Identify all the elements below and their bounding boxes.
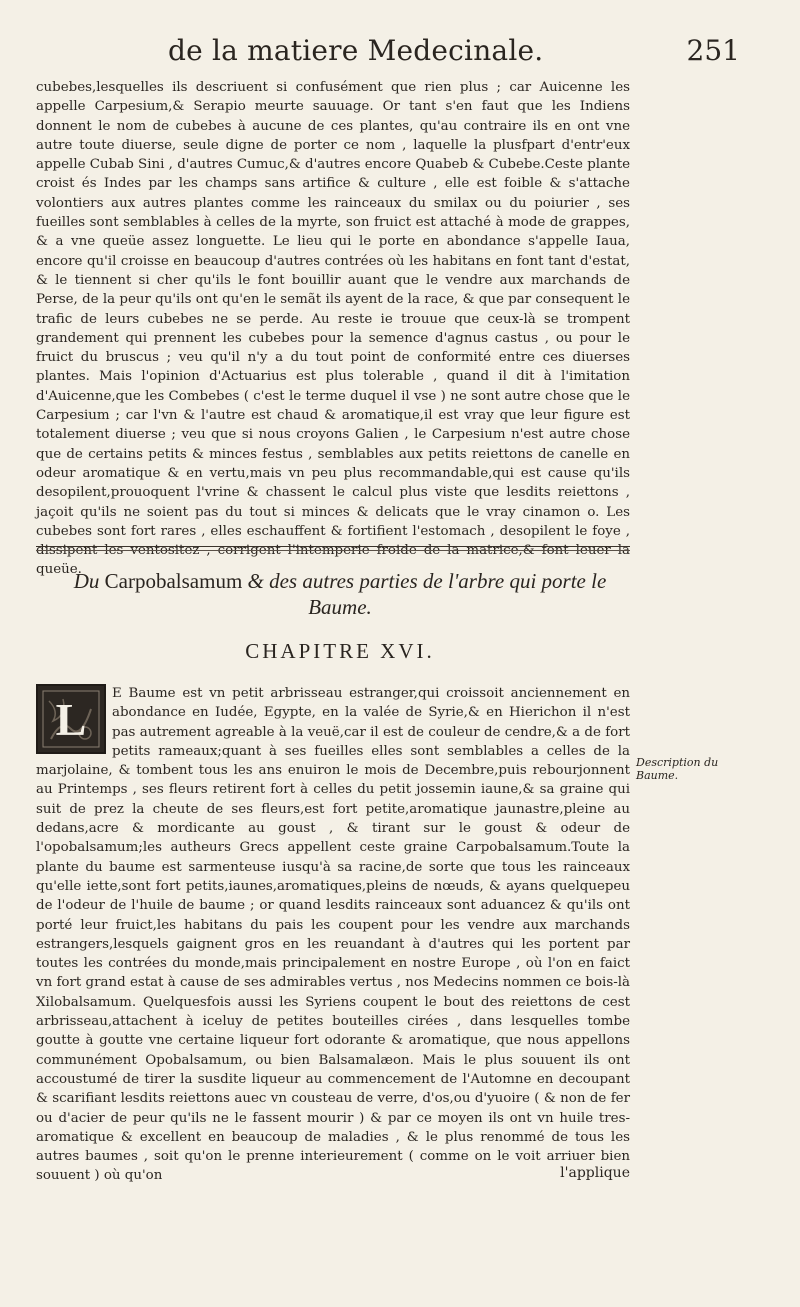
running-header	[168, 34, 740, 67]
section-rule	[36, 546, 630, 551]
page-number: 251	[686, 34, 740, 67]
chapter-heading: CHAPITRE XVI.	[245, 639, 435, 663]
body-text-top	[36, 78, 630, 580]
catchword: l'applique	[560, 1165, 630, 1181]
section-heading-rest: & des autres parties de l'arbre qui porte le Baume.	[247, 569, 607, 619]
body-text-bottom	[36, 684, 630, 1186]
running-title: de la matiere Medecinale.	[168, 34, 544, 67]
section-heading	[60, 568, 620, 620]
margin-note: Description du Baume.	[636, 756, 719, 782]
paragraph-cubebes: cubebes,lesquelles ils descriuent si confusément que rien plus ; car Auicenne les appelle Carpesium,& Serapio meurte sauuage. Or tant s'en faut que les Indiens donnent le nom de cubebes à aucune de ces plantes, qu'au contraire ils en ont vne autre toute diuerse, seule digne de porter ce nom , laquelle la plusfpart d'entr'eux appelle Cubab Sini , d'autres Cumuc,& d'autres encore Quabeb & Cubebe.Ceste plante croist és Indes par les champs sans artifice & culture , elle est foible & s'attache volontiers aux autres plantes comme les rainceaux du smilax ou du poiurier , ses fueilles sont semblables à celles de la myrte, son fruict est attaché à mode de grappes, & a vne queüe assez longuette. Le lieu qui le porte en abondance s'appelle Iaua, encore qu'il croisse en beaucoup d'autres contrées où les habitans en font tant d'estat, & le tiennent si cher qu'ils le font bouillir auant que le vendre aux marchands de Perse, de la peur qu'ils ont qu'en le semãt ils ayent de la race, & que par consequent le trafic de leurs cubebes ne se perde. Au reste ie trouue que ceux-là se trompent grandement qui prennent les cubebes pour la semence d'agnus castus , ou pour le fruict du bruscus ; veu qu'il n'y a du tout point de conformité entre ces diuerses plantes. Mais l'opinion d'Actuarius est plus tolerable , quand il dit à l'imitation d'Auicenne,que les Combebes ( c'est le terme duquel il vse ) ne sont autre chose que le Carpesium ; car l'vn & l'autre est chaud & aromatique,il est vray que leur figure est totalement diuerse ; veu que si nous croyons Galien , le Carpesium n'est autre chose que de certains petits & minces festus , semblables aux petits reiettons de canelle en odeur aromatique & en vertu,mais vn peu plus recommandable,qui est cause qu'ils desopilent,prouoquent l'vrine & chassent le calcul plus viste que lesdits reiettons , jaçoit qu'ils ne soient pas du tout si minces & delicats que le vray cinamon o. Les cubebes sont fort rares , elles eschauffent & fortifient l'estomach , desopilent le foye , dissipent les ventositez , corrigent l'intemperie froide de la matrice,& font leuer la queüe.	[36, 80, 630, 578]
drop-cap-letter: L	[55, 693, 87, 745]
paragraph-baume: E Baume est vn petit arbrisseau estranger,qui croissoit anciennement en abondance en Iudée, Egypte, en la valée de Syrie,& en Hierichon il n'est pas autrement agreable à la veuë,car il est de couleur de cendre,& a de fort petits rameaux;quant à ses fueilles elles sont semblables a celles de la marjolaine, & tombent tous les ans enuiron le mois de Decembre,puis rebourjonnent au Printemps , ses fleurs retirent fort à celles du petit jossemin iaune,& sa graine qui suit de prez la cheute de ses fleurs,est fort petite,aromatique jaunastre,pleine au dedans,acre & mordicante au goust , & tirant sur le goust & odeur de l'opobalsamum;les autheurs Grecs appellent ceste graine Carpobalsamum.Toute la plante du baume est sarmenteuse iusqu'à sa racine,de sorte que tous les rainceaux qu'elle iette,sont fort petits,iaunes,aromatiques,pleins de nœuds, & ayans quelquepeu de l'odeur de l'huile de baume ; or quand lesdits rainceaux sont aduancez & qu'ils ont porté leur fruict,les habitans du pais les coupent pour les vendre aux marchands estrangers,lesquels gaignent gros en les reuandant à d'autres qui les portent par toutes les contrées du monde,mais principalement en nostre Europe , où l'on en faict vn fort grand estat à cause de ses admirables vertus , nos Medecins nommen ce bois-là Xilobalsamum. Quelquesfois aussi les Syriens coupent le bout des reiettons de cest arbrisseau,attachent à iceluy de petites bouteilles cirées , dans lesquelles tombe goutte à goutte vne certaine liqueur fort odorante & aromatique, que nous appellons communément Opobalsamum, ou bien Balsamalæon. Mais le plus souuent ils ont accoustumé de tirer la susdite liqueur au commencement de l'Automne en decoupant & scarifiant lesdits reiettons auec vn cousteau de verre, d'os,ou d'yuoire ( & non de fer ou d'acier de peur qu'ils ne le fassent mourir ) & par ce moyen ils ont vn huile tres-aromatique & excellent en beaucoup de maladies , & le plus renommé de tous les autres baumes , soit qu'on le prenne interieurement ( comme on le voit arriuer bien souuent ) où qu'on	[36, 686, 630, 1184]
section-heading-du: Du	[73, 569, 100, 593]
section-heading-carpobalsamum: Carpobalsamum	[104, 569, 243, 593]
initial-spacer	[36, 684, 112, 760]
